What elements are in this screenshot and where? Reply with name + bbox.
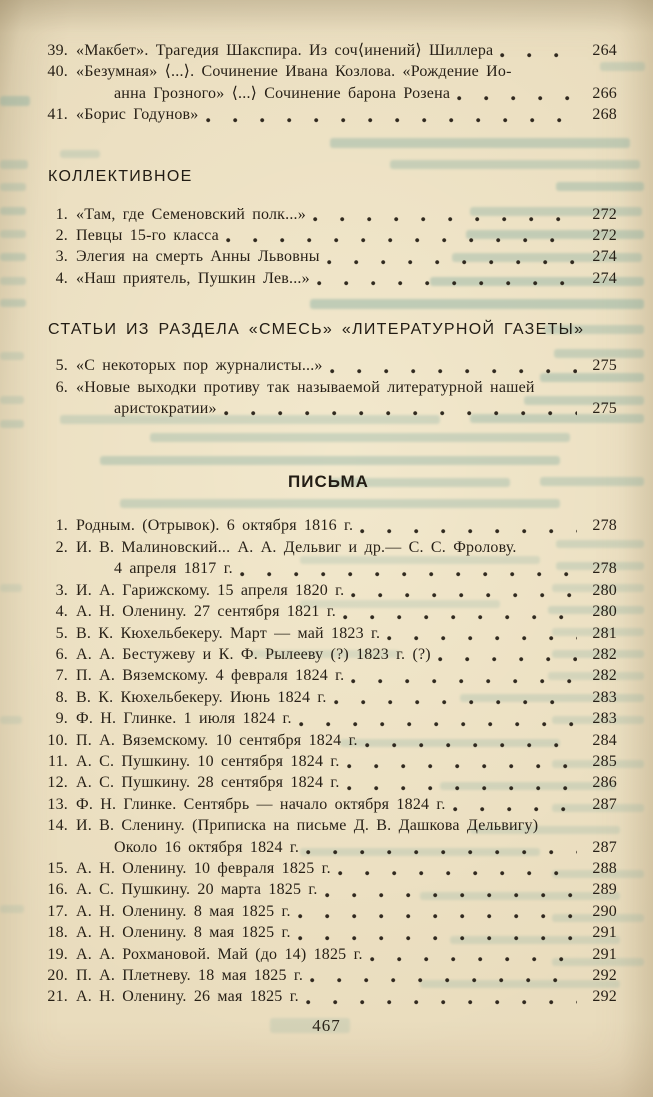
entry-body bbox=[76, 644, 581, 665]
entry-body bbox=[76, 901, 581, 922]
toc-entry bbox=[40, 377, 617, 420]
toc-entry bbox=[40, 815, 617, 858]
entry-number: 7. bbox=[55, 667, 68, 685]
entry-line bbox=[76, 815, 581, 836]
toc-entry bbox=[40, 901, 617, 922]
entry-number: 1. bbox=[55, 517, 68, 535]
dot-leader bbox=[457, 88, 577, 101]
entry-number: 15. bbox=[47, 859, 68, 877]
dot-leader bbox=[351, 585, 577, 598]
entry-body bbox=[76, 730, 581, 751]
entry-page-number: 292 bbox=[592, 988, 617, 1006]
entry-body bbox=[76, 268, 581, 289]
entry-number: 2. bbox=[55, 538, 68, 556]
dot-leader bbox=[334, 692, 577, 705]
entry-title-text: Певцы 15-го класса bbox=[76, 227, 219, 245]
entry-number: 5. bbox=[55, 624, 68, 642]
entry-page-number: 275 bbox=[592, 400, 617, 418]
entry-title-text: П. А. Вяземскому. 10 сентября 1824 г. bbox=[76, 731, 358, 749]
dot-leader bbox=[299, 714, 577, 727]
entry-number: 21. bbox=[47, 988, 68, 1006]
entry-body bbox=[76, 944, 581, 965]
dot-leader bbox=[325, 885, 577, 898]
dot-leader bbox=[438, 649, 577, 662]
entry-line bbox=[76, 858, 581, 879]
toc-entry bbox=[40, 794, 617, 815]
dot-leader bbox=[306, 992, 577, 1005]
entry-body bbox=[76, 40, 581, 61]
entry-body bbox=[76, 665, 581, 686]
entry-number: 6. bbox=[55, 645, 68, 663]
entry-body bbox=[76, 772, 581, 793]
toc-entry bbox=[40, 922, 617, 943]
entry-line bbox=[76, 922, 581, 943]
entry-number: 14. bbox=[47, 817, 68, 835]
toc-entry bbox=[40, 40, 617, 61]
entry-page-number: 281 bbox=[592, 624, 617, 642]
entry-title-text: А. Н. Оленину. 8 мая 1825 г. bbox=[76, 924, 291, 942]
toc-entry bbox=[40, 246, 617, 267]
entry-title-text: А. С. Пушкину. 28 сентября 1824 г. bbox=[76, 774, 340, 792]
entry-page-number: 268 bbox=[592, 106, 617, 124]
entry-page-number: 292 bbox=[592, 967, 617, 984]
dot-leader bbox=[317, 273, 577, 286]
entry-line bbox=[76, 986, 581, 1007]
toc-entry bbox=[40, 537, 617, 580]
entry-number: 41. bbox=[47, 106, 68, 124]
toc-entry bbox=[40, 644, 617, 665]
toc-section bbox=[40, 319, 617, 419]
entry-title-text: А. С. Пушкину. 10 сентября 1824 г. bbox=[76, 752, 340, 770]
bleed-through-mark bbox=[0, 277, 26, 285]
entry-page-number: 291 bbox=[592, 924, 617, 942]
entry-page-number: 288 bbox=[592, 859, 617, 877]
entry-line bbox=[76, 580, 581, 601]
entry-title-text: «Там, где Семеновский полк...» bbox=[76, 205, 306, 223]
entry-number: 4. bbox=[55, 269, 68, 287]
dot-leader bbox=[360, 521, 577, 534]
entry-body bbox=[76, 794, 581, 815]
bleed-through-mark bbox=[0, 253, 26, 261]
entry-page-number: 287 bbox=[592, 795, 617, 813]
toc-entry bbox=[40, 965, 617, 986]
entry-page-number: 286 bbox=[592, 774, 617, 792]
toc-entry bbox=[40, 104, 617, 125]
dot-leader bbox=[338, 863, 577, 876]
entry-number: 8. bbox=[55, 688, 68, 706]
folio-page-number: 467 bbox=[312, 1016, 341, 1035]
toc-entry bbox=[40, 687, 617, 708]
entry-body bbox=[76, 246, 581, 267]
entry-number: 1. bbox=[55, 205, 68, 223]
dot-leader bbox=[298, 906, 577, 919]
entry-page-number: 284 bbox=[592, 731, 617, 749]
entry-title-text: Ф. Н. Глинке. Сентябрь — начало октября 1824 г. bbox=[76, 795, 446, 813]
entry-title-text: И. В. Сленину. (Приписка на письме Д. В. Дашкова Дельвигу) bbox=[76, 817, 539, 835]
entry-number: 11. bbox=[47, 752, 68, 770]
toc-entry bbox=[40, 772, 617, 793]
entry-title-text: В. К. Кюхельбекеру. Июнь 1824 г. bbox=[76, 688, 327, 706]
entry-number: 13. bbox=[47, 795, 68, 813]
toc-entry bbox=[40, 751, 617, 772]
dot-leader bbox=[351, 671, 577, 684]
entry-line bbox=[76, 837, 581, 858]
entry-page-number: 278 bbox=[592, 517, 617, 535]
dot-leader bbox=[370, 949, 577, 962]
entry-line bbox=[76, 40, 581, 61]
entry-line bbox=[76, 61, 581, 82]
entry-line bbox=[76, 751, 581, 772]
toc-entry bbox=[40, 730, 617, 751]
bleed-through-mark bbox=[0, 584, 22, 592]
entry-number: 2. bbox=[55, 227, 68, 245]
entry-number: 39. bbox=[47, 42, 68, 59]
dot-leader bbox=[327, 252, 577, 265]
entry-body bbox=[76, 623, 581, 644]
entry-title-text: «С некоторых пор журналисты...» bbox=[76, 357, 323, 375]
toc-entry bbox=[40, 665, 617, 686]
entry-body bbox=[76, 815, 581, 858]
toc-section bbox=[40, 40, 617, 126]
entry-line bbox=[76, 687, 581, 708]
bleed-through-mark bbox=[0, 716, 22, 724]
entry-title-text: Около 16 октября 1824 г. bbox=[114, 838, 300, 856]
bleed-through-mark bbox=[0, 230, 26, 238]
entry-line bbox=[76, 355, 581, 376]
entry-page-number: 289 bbox=[592, 881, 617, 899]
entry-number: 3. bbox=[55, 248, 68, 266]
entry-number: 4. bbox=[55, 603, 68, 621]
entry-line bbox=[76, 246, 581, 267]
dot-leader bbox=[500, 45, 577, 58]
toc-entry bbox=[40, 944, 617, 965]
entry-title-text: П. А. Вяземскому. 4 февраля 1824 г. bbox=[76, 667, 345, 685]
entry-title-text: А. С. Пушкину. 20 марта 1825 г. bbox=[76, 881, 318, 899]
entry-line bbox=[76, 104, 581, 125]
bleed-through-mark bbox=[0, 160, 28, 169]
entry-page-number: 291 bbox=[592, 945, 617, 963]
entry-number: 6. bbox=[55, 378, 68, 396]
bleed-through-mark bbox=[0, 420, 24, 428]
toc-entry bbox=[40, 61, 617, 104]
entry-page-number: 280 bbox=[592, 581, 617, 599]
entry-body bbox=[76, 986, 581, 1007]
entry-page-number: 274 bbox=[592, 248, 617, 266]
dot-leader bbox=[347, 778, 577, 791]
toc-section bbox=[40, 166, 617, 290]
entry-title-text: А. А. Бестужеву и К. Ф. Рылееву (?) 1823 г. (?) bbox=[76, 645, 431, 663]
entry-line bbox=[76, 537, 581, 558]
entry-page-number: 275 bbox=[592, 357, 617, 375]
entry-line bbox=[76, 83, 581, 104]
entry-line bbox=[76, 879, 581, 900]
toc-entry bbox=[40, 225, 617, 246]
toc-entry bbox=[40, 355, 617, 376]
entry-title-text: И. А. Гарижскому. 15 апреля 1820 г. bbox=[76, 581, 345, 599]
entry-number: 17. bbox=[47, 902, 68, 920]
entry-line bbox=[76, 601, 581, 622]
entry-title-text: «Безумная» ⟨...⟩. Сочинение Ивана Козлова. «Рождение Ио- bbox=[76, 63, 512, 81]
entry-page-number: 280 bbox=[592, 603, 617, 621]
entry-body bbox=[76, 601, 581, 622]
entry-body bbox=[76, 751, 581, 772]
entry-page-number: 272 bbox=[592, 227, 617, 245]
entry-title-text: «Новые выходки противу так называемой литературной нашей bbox=[76, 378, 535, 396]
entry-body bbox=[76, 879, 581, 900]
toc-sections bbox=[40, 40, 617, 1008]
toc-entry bbox=[40, 858, 617, 879]
dot-leader bbox=[306, 842, 577, 855]
entry-body bbox=[76, 204, 581, 225]
dot-leader bbox=[224, 403, 577, 416]
entry-body bbox=[76, 580, 581, 601]
entry-number: 20. bbox=[47, 967, 68, 984]
bleed-through-mark bbox=[0, 183, 26, 191]
entry-page-number: 264 bbox=[592, 42, 617, 59]
entry-page-number: 287 bbox=[592, 838, 617, 856]
entry-page-number: 283 bbox=[592, 710, 617, 728]
entry-number: 12. bbox=[47, 774, 68, 792]
entry-title-text: 4 апреля 1817 г. bbox=[114, 560, 233, 578]
entry-page-number: 282 bbox=[592, 667, 617, 685]
entry-title-text: аристократии» bbox=[114, 400, 217, 418]
entry-line bbox=[76, 515, 581, 536]
entry-line bbox=[76, 730, 581, 751]
entry-body bbox=[76, 858, 581, 879]
entry-body bbox=[76, 515, 581, 536]
entry-page-number: 282 bbox=[592, 645, 617, 663]
entry-page-number: 278 bbox=[592, 560, 617, 578]
entry-line bbox=[76, 644, 581, 665]
entry-number: 40. bbox=[47, 63, 68, 81]
toc-section bbox=[40, 471, 617, 1007]
dot-leader bbox=[453, 799, 577, 812]
entry-body bbox=[76, 377, 581, 420]
dot-leader bbox=[347, 756, 577, 769]
dot-leader bbox=[387, 628, 577, 641]
entry-title-text: А. Н. Оленину. 10 февраля 1825 г. bbox=[76, 859, 331, 877]
toc-entry bbox=[40, 986, 617, 1007]
toc-entry bbox=[40, 879, 617, 900]
entry-number: 3. bbox=[55, 581, 68, 599]
bleed-through-mark bbox=[0, 299, 26, 307]
entry-title-text: «Макбет». Трагедия Шакспира. Из соч⟨инений⟩ Шиллера bbox=[76, 42, 494, 59]
toc-entry bbox=[40, 580, 617, 601]
entry-title-text: «Наш приятель, Пушкин Лев...» bbox=[76, 269, 310, 287]
entry-line bbox=[76, 268, 581, 289]
bleed-through-mark bbox=[0, 96, 30, 106]
entry-page-number: 283 bbox=[592, 688, 617, 706]
dot-leader bbox=[226, 230, 577, 243]
entry-number: 16. bbox=[47, 881, 68, 899]
entry-line bbox=[76, 794, 581, 815]
bleed-through-mark bbox=[0, 352, 24, 360]
entry-page-number: 290 bbox=[592, 902, 617, 920]
dot-leader bbox=[365, 735, 577, 748]
bleed-through-mark bbox=[0, 207, 26, 215]
entry-title-text: А. Н. Оленину. 8 мая 1825 г. bbox=[76, 902, 291, 920]
dot-leader bbox=[313, 209, 577, 222]
entry-number: 10. bbox=[47, 731, 68, 749]
entry-title-text: А. А. Рохмановой. Май (до 14) 1825 г. bbox=[76, 945, 363, 963]
entry-title-text: анна Грозного» ⟨...⟩ Сочинение барона Розена bbox=[114, 84, 451, 102]
entry-body bbox=[76, 104, 581, 125]
toc-entry bbox=[40, 268, 617, 289]
toc-entry bbox=[40, 515, 617, 536]
entry-title-text: Элегия на смерть Анны Львовны bbox=[76, 248, 320, 266]
dot-leader bbox=[206, 110, 578, 123]
entry-body bbox=[76, 922, 581, 943]
entry-line bbox=[76, 558, 581, 579]
bleed-through-mark bbox=[0, 905, 24, 913]
dot-leader bbox=[330, 361, 577, 374]
entry-body bbox=[76, 225, 581, 246]
entry-page-number: 274 bbox=[592, 269, 617, 287]
entry-title-text: Родным. (Отрывок). 6 октября 1816 г. bbox=[76, 517, 354, 535]
entry-body bbox=[76, 61, 581, 104]
dot-leader bbox=[298, 928, 577, 941]
toc-entry bbox=[40, 708, 617, 729]
dot-leader bbox=[310, 970, 577, 983]
dot-leader bbox=[240, 564, 577, 577]
bleed-through-mark bbox=[0, 396, 24, 404]
entry-page-number: 272 bbox=[592, 205, 617, 223]
entry-title-text: В. К. Кюхельбекеру. Март — май 1823 г. bbox=[76, 624, 381, 642]
entry-line bbox=[76, 204, 581, 225]
entry-body bbox=[76, 708, 581, 729]
dot-leader bbox=[343, 607, 577, 620]
entry-title-text: Ф. Н. Глинке. 1 июля 1824 г. bbox=[76, 710, 292, 728]
entry-body bbox=[76, 537, 581, 580]
entry-number: 5. bbox=[55, 357, 68, 375]
entry-title-text: И. В. Малиновский... А. А. Дельвиг и др.— С. С. Фролову. bbox=[76, 538, 517, 556]
entry-line bbox=[76, 965, 581, 986]
entry-line bbox=[76, 944, 581, 965]
table-of-contents bbox=[40, 40, 617, 1008]
entry-line bbox=[76, 665, 581, 686]
entry-page-number: 266 bbox=[592, 84, 617, 102]
entry-line bbox=[76, 398, 581, 419]
entry-number: 19. bbox=[47, 945, 68, 963]
entry-title-text: П. А. Плетневу. 18 мая 1825 г. bbox=[76, 967, 304, 984]
toc-entry bbox=[40, 623, 617, 644]
entry-line bbox=[76, 623, 581, 644]
section-heading: СТАТЬИ ИЗ РАЗДЕЛА «СМЕСЬ» «ЛИТЕРАТУРНОЙ ГАЗЕТЫ» bbox=[48, 321, 585, 339]
toc-entry bbox=[40, 204, 617, 225]
entry-line bbox=[76, 772, 581, 793]
entry-number: 18. bbox=[47, 924, 68, 942]
entry-line bbox=[76, 225, 581, 246]
entry-body bbox=[76, 355, 581, 376]
toc-entry bbox=[40, 601, 617, 622]
entry-title-text: А. Н. Оленину. 27 сентября 1821 г. bbox=[76, 603, 336, 621]
section-heading: ПИСЬМА bbox=[288, 472, 369, 492]
entry-line bbox=[76, 901, 581, 922]
entry-title-text: «Борис Годунов» bbox=[76, 106, 199, 124]
entry-body bbox=[76, 965, 581, 986]
entry-number: 9. bbox=[55, 710, 68, 728]
entry-line bbox=[76, 708, 581, 729]
entry-body bbox=[76, 687, 581, 708]
entry-page-number: 285 bbox=[592, 752, 617, 770]
entry-title-text: А. Н. Оленину. 26 мая 1825 г. bbox=[76, 988, 299, 1006]
section-heading: КОЛЛЕКТИВНОЕ bbox=[48, 167, 193, 185]
entry-line bbox=[76, 377, 581, 398]
